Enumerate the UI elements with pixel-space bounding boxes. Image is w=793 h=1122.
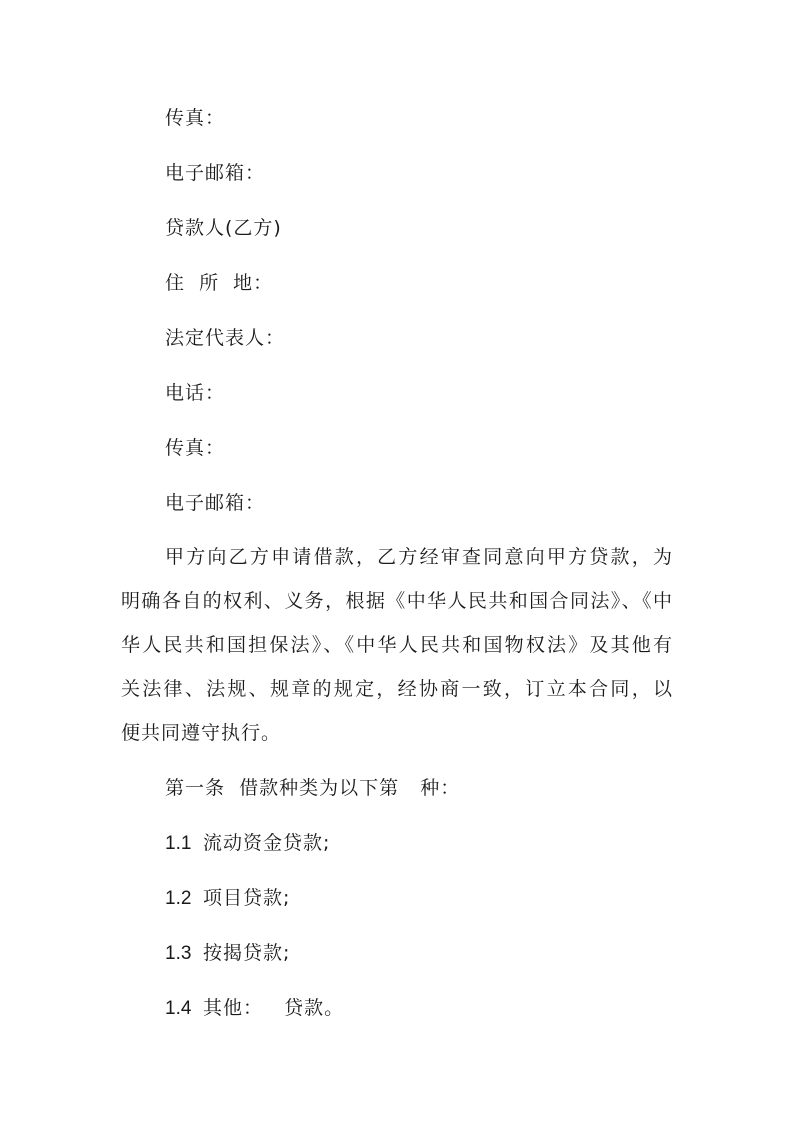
item-text: 项目贷款;: [203, 887, 291, 909]
loan-type-item: [165, 886, 290, 911]
preamble-line: 甲方向乙方申请借款，乙方经审查同意向甲方贷款，为: [165, 546, 673, 568]
lender-party-b-heading: 贷款人(乙方): [165, 217, 282, 239]
article-one-title: 第一条 借款种类为以下第 种：: [165, 777, 461, 799]
item-number: 1.4: [165, 998, 192, 1019]
loan-type-item: [165, 996, 344, 1021]
lender-fax-label: 传真：: [165, 437, 226, 459]
item-number: 1.2: [165, 888, 192, 909]
preamble-line: 便共同遵守执行。: [121, 722, 282, 744]
item-text: 其他： 贷款。: [203, 997, 345, 1019]
preamble-line: 华人民共和国担保法》、《中华人民共和国物权法》及其他有: [121, 634, 673, 656]
lender-address-label: 住 所 地：: [165, 272, 274, 294]
item-text: 按揭贷款;: [203, 942, 291, 964]
item-text: 流动资金贷款;: [203, 832, 331, 854]
loan-type-item: [165, 941, 290, 966]
lender-email-label: 电子邮箱：: [165, 492, 266, 514]
preamble-line: 明确各自的权利、义务，根据《中华人民共和国合同法》、《中: [121, 590, 673, 612]
item-number: 1.3: [165, 943, 192, 964]
lender-phone-label: 电话：: [165, 382, 226, 404]
preamble-line: 关法律、法规、规章的规定，经协商一致，订立本合同，以: [121, 678, 673, 700]
item-number: 1.1: [165, 833, 192, 854]
lender-legal-rep-label: 法定代表人：: [165, 327, 286, 349]
loan-type-item: [165, 831, 330, 856]
fax-label-borrower: 传真：: [165, 107, 226, 129]
email-label-borrower: 电子邮箱：: [165, 162, 266, 184]
